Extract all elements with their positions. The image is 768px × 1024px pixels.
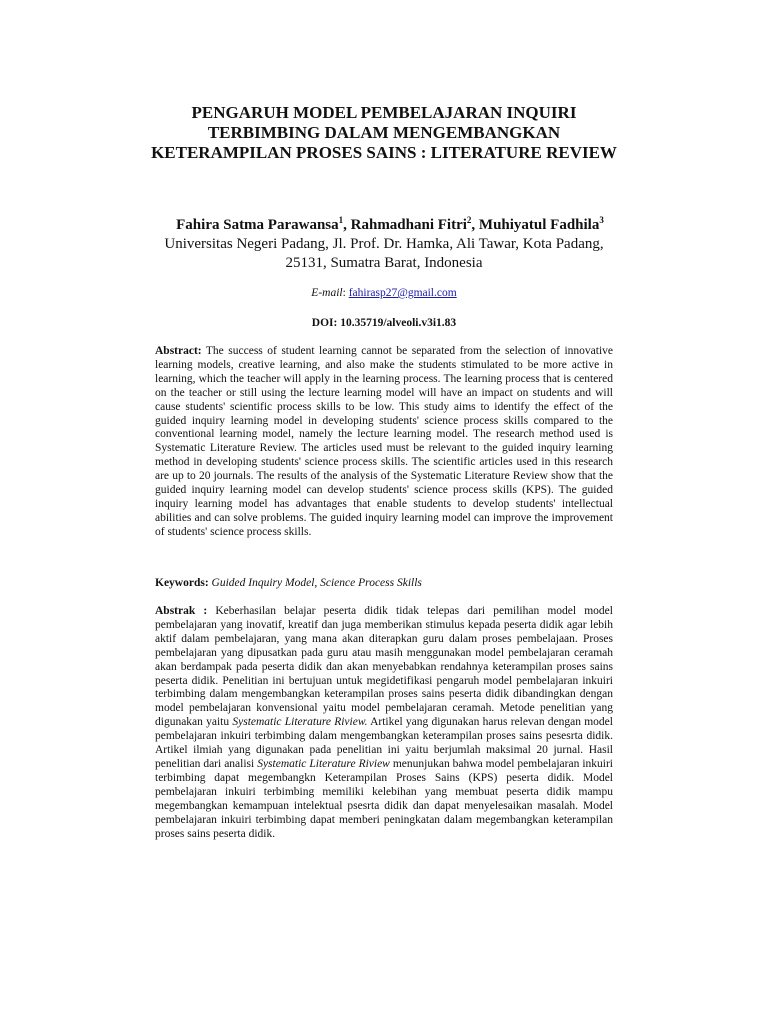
paper-title	[120, 103, 648, 163]
abstrak-italic-term: Systematic Literature Riview	[257, 757, 390, 770]
abstract-text: The success of student learning cannot be separated from the selection of innovative learning models, creative learning, and also make the students stimulated to be more active in learning, which the teacher will apply in the learning process. The learning process that is centered on the teacher or still using the lecture learning model will have an impact on students and will cause students' scientific process skills to be low. This study aims to identify the effect of the guided inquiry learning model in developing students' science process skills compared to the conventional learning model, namely the lecture learning model. The research method used is Systematic Literature Review. The articles used must be relevant to the guided inquiry learning method in developing students' science process skills. The scientific articles used in this research are up to 20 journals. The results of the analysis of the Systematic Literature Review show that the guided inquiry learning model can develop students' science process skills (KPS). The guided inquiry learning model has advantages that enable students to develop students' intellectual abilities and can solve problems. The guided inquiry learning model can improve the improvement of students' science process skills.	[155, 345, 613, 538]
abstract-indonesian	[155, 605, 613, 841]
email-line	[184, 286, 584, 300]
title-line: TERBIMBING DALAM MENGEMBANGKAN	[207, 123, 561, 142]
abstrak-text: menunjukan bahwa model pembelajaran inkuiri terbimbing dapat megembangkn Keterampilan Proses Sains (KPS) peserta didik. Model pembelajaran inkuiri terbimbing memiliki kelebihan yang membuat peserta didik mampu megembangkan kemampuan intelektual psesrta didik dan dapat menyelesaikan masalah. Model pembelajaran inkuiri terbimbing dapat memberi peningkatan dalam megembangkan keterampilan proses sains peserta didik.	[155, 757, 613, 840]
author-separator: ,	[343, 217, 351, 233]
affiliation	[140, 235, 628, 273]
author-affiliation-mark: 1	[338, 215, 344, 225]
author-name: Fahira Satma Parawansa	[176, 217, 339, 233]
email-link[interactable]: fahirasp27@gmail.com	[348, 287, 457, 299]
abstract-english	[155, 345, 613, 540]
author-name: Muhiyatul Fadhila	[478, 217, 600, 233]
author-list	[100, 216, 680, 234]
email-separator: :	[342, 287, 349, 299]
affiliation-line: 25131, Sumatra Barat, Indonesia	[285, 255, 483, 271]
abstrak-text: Keberhasilan belajar peserta didik tidak telepas dari pemilihan model model pembelajaran yang inovatif, kreatif dan juga memberikan stimulus kepada peserta didik agar lebih aktif dalam pembelajaran, yang mana akan diterapkan guru dalam proses pembelajaan. Proses pembelajaran yang dipusatkan pada guru atau masih menggunakan model pembelajaran ceramah akan berdampak pada peserta didik dan akan menyebabkan rendahnya keterampilan proses sains peserta didik. Penelitian ini bertujuan untuk megidetifikasi pengaruh model pembelajaran inkuiri terbimbing dalam mengembangkan keterampilan proses sains peserta didik dibandingkan dengan model pembelajaran konvensional yaitu model pembelajaran ceramah. Metode penelitian yang digunakan yaitu	[155, 605, 613, 729]
abstrak-label: Abstrak :	[155, 605, 208, 617]
author-affiliation-mark: 2	[466, 215, 472, 225]
abstrak-text: Artikel yang digunakan harus relevan dengan model pembelajaran inkuiri terbimbing dalam mengembangkan keterampilan proses sains pesesrta didik. Artikel ilmiah yang digunakan pada penelitian ini yaitu berjumlah maksimal 20 jurnal. Hasil penelitian dari analisi	[155, 716, 613, 770]
author-affiliation-mark: 3	[599, 215, 604, 225]
keywords-label: Keywords:	[155, 577, 209, 589]
author-separator: ,	[471, 217, 479, 233]
keywords	[155, 577, 613, 591]
email-label: E-mail	[311, 287, 343, 299]
doi: DOI: 10.35719/alveoli.v3i1.83	[311, 317, 457, 329]
abstrak-italic-term: Systematic Literature Riview.	[232, 716, 368, 729]
abstract-label: Abstract:	[155, 345, 202, 357]
author-name: Rahmadhani Fitri	[350, 217, 467, 233]
affiliation-line: Universitas Negeri Padang, Jl. Prof. Dr. Hamka, Ali Tawar, Kota Padang,	[164, 236, 604, 252]
title-line: KETERAMPILAN PROSES SAINS : LITERATURE REVIEW	[151, 143, 617, 162]
title-line: PENGARUH MODEL PEMBELAJARAN INQUIRI	[191, 103, 577, 122]
keywords-text: Guided Inquiry Model, Science Process Skills	[208, 577, 422, 589]
